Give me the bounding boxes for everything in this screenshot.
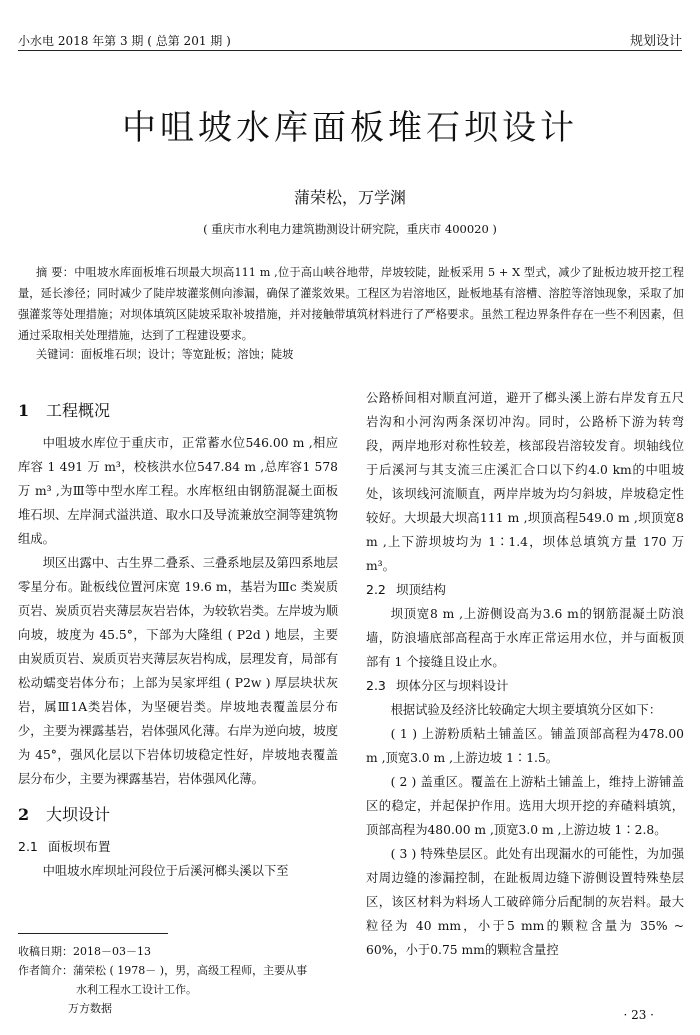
paragraph: ( 1 ) 上游粉质粘土铺盖区。铺盖顶部高程为478.00 m ,顶宽3.0 m ,上游边坡 1∶1.5。 (366, 727, 684, 765)
paper-title: 中咀坡水库面板堆石坝设计 (122, 108, 578, 148)
footnote (18, 933, 340, 1018)
journal-info: 小水电 2018 年第 3 期 ( 总第 201 期 ) (18, 34, 231, 48)
abstract-text: 中咀坡水库面板堆石坝最大坝高111 m ,位于高山峡谷地带，岸坡较陡，趾板采用 5 + X 型式，减少了趾板边坡开挖工程量，延长渗径；同时减少了陡岸坡灌浆侧向渗漏，确保了灌浆效果。工程区为岩溶地区，趾板地基有溶槽、溶腔等溶蚀现象，采取了加强灌浆等处理措施；对坝体填筑区陡坡采取补坡措施，并对接触带填筑材料进行了严格要求。虽然工程边界条件存在一些不利因素，但通过采取相关处理措施，达到了工程建设要求。 (18, 266, 684, 342)
footnote-rule (18, 933, 168, 934)
running-header (18, 26, 682, 48)
wanfang-watermark: 万方数据 (68, 1002, 112, 1015)
subsection-heading-2-1: 2.1 面板坝布置 (18, 839, 111, 854)
header-rule (18, 50, 682, 51)
abstract-label: 摘 要： (36, 266, 75, 279)
right-column (366, 386, 684, 962)
subsection-heading-2-2: 2.2 坝顶结构 (366, 582, 447, 597)
subsection-heading-2-3: 2.3 坝体分区与坝料设计 (366, 678, 509, 693)
keywords-label: 关键词： (36, 348, 81, 361)
paragraph: 坝顶宽8 m ,上游侧设高为3.6 m的钢筋混凝土防浪墙，防浪墙底部高程高于水库正常运用水位，并与面板顶部有 1 个接缝且设止水。 (366, 607, 684, 669)
affiliation: ( 重庆市水利电力建筑勘测设计研究院，重庆市 400020 ) (203, 222, 497, 236)
section-name: 规划设计 (629, 34, 682, 49)
author-list: 蒲荣松，万学渊 (293, 188, 406, 207)
abstract (18, 262, 684, 346)
page-number: · 23 · (623, 1008, 654, 1022)
section-heading-2: 2 大坝设计 (18, 805, 111, 824)
paragraph: 中咀坡水库坝址河段位于后溪河榔头溪以下至 (42, 864, 289, 878)
author-bio: 作者简介：蒲荣松 ( 1978－ )，男，高级工程师，主要从事 (18, 964, 308, 977)
left-column (18, 393, 338, 883)
received-date: 收稿日期：2018－03－13 (18, 945, 151, 958)
section-heading-1: 1 工程概况 (18, 401, 111, 420)
author-bio-cont: 水利工程水工设计工作。 (76, 983, 197, 996)
keywords (36, 346, 684, 362)
paragraph: ( 2 ) 盖重区。覆盖在上游粘土铺盖上，维持上游铺盖区的稳定，并起保护作用。选用大坝开挖的弃碴料填筑，顶部高程为480.00 m ,顶宽3.0 m ,上游边坡 1∶2.8。 (366, 775, 684, 837)
paragraph: 公路桥间相对顺直河道，避开了榔头溪上游右岸发育五尺岩沟和小河沟两条深切冲沟。同时，公路桥下游为转弯段，两岸地形对称性较差，核部段岩溶较发育。坝轴线位于后溪河与其支流三庄溪汇合口以下约4.0 km的中咀坡处，该坝线河流顺直，两岸岸坡为均匀斜坡，岸坡稳定性较好。大坝最大坝高111 m ,坝顶高程549.0 m ,坝顶宽8 m ,上下游坝坡均为 1∶1.4，坝体总填筑方量 170 万 m³。 (366, 391, 684, 573)
paragraph: 根据试验及经济比较确定大坝主要填筑分区如下： (390, 703, 662, 717)
paragraph: 中咀坡水库位于重庆市，正常蓄水位546.00 m ,相应库容 1 491 万 m³，校核洪水位547.84 m ,总库容1 578 万 m³ ,为Ⅲ等中型水库工程。水库枢纽由钢筋混凝土面板堆石坝、左岸洞式溢洪道、取水口及导流兼放空洞等建筑物组成。 (18, 436, 338, 546)
keywords-text: 面板堆石坝；设计；等宽趾板；溶蚀；陡坡 (80, 348, 294, 361)
paragraph: 坝区出露中、古生界二叠系、三叠系地层及第四系地层零星分布。趾板线位置河床宽 19.6 m，基岩为Ⅲc 类炭质页岩、炭质页岩夹薄层灰岩岩体，为较软岩类。左岸坡为顺向坡，坡度为 45.5°，下部为大隆组 ( P2d ) 地层，主要由炭质页岩、炭质页岩夹薄层灰岩构成，层理发育，局部有松动蠕变岩体分布；上部为吴家坪组 ( P2w ) 厚层块状灰岩，属Ⅲ1A类岩体，为坚硬岩类。岸坡地表覆盖层分布少，主要为裸露基岩，岩体强风化薄。右岸为逆向坡，坡度为 45°，强风化层以下岩体切坡稳定性好，岸坡地表覆盖层分布少，主要为裸露基岩，岩体强风化薄。 (18, 556, 338, 786)
paragraph: ( 3 ) 特殊垫层区。此处有出现漏水的可能性，为加强对周边缝的渗漏控制，在趾板周边缝下游侧设置特殊垫层区，该区材料为料场人工破碎筛分后配制的灰岩料。最大粒径为 40 mm，小于5 mm的颗粒含量为 35% ~ 60%，小于0.75 mm的颗粒含量控 (366, 847, 684, 957)
